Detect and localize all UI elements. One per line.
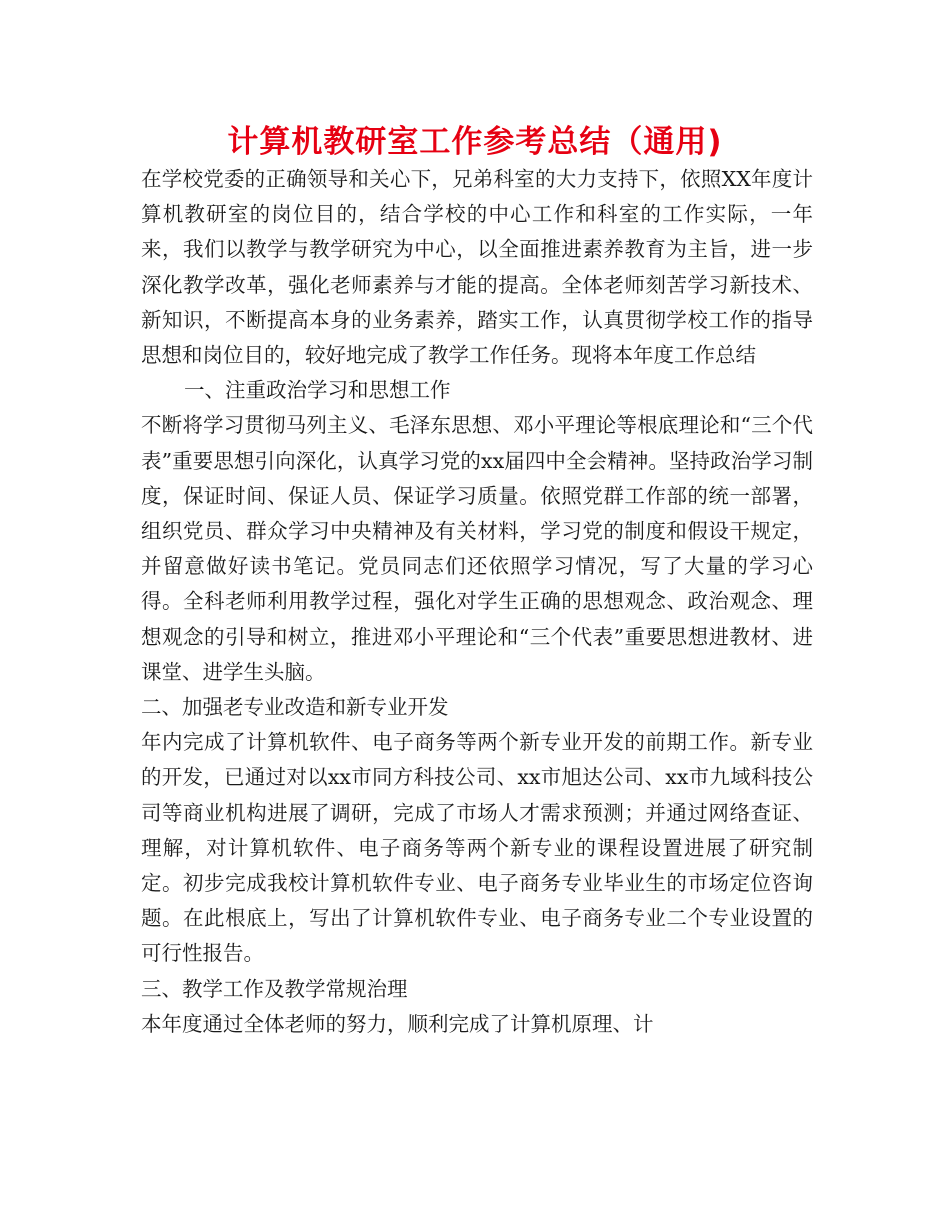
section-heading-2: 二、加强老专业改造和新专业开发 <box>141 695 449 720</box>
paragraph-section-3: 本年度通过全体老师的努力，顺利完成了计算机原理、计 <box>141 1011 654 1036</box>
document-title: 计算机教研室工作参考总结（通用) <box>227 124 723 160</box>
paragraph-intro: 在学校党委的正确领导和关心下，兄弟科室的大力支持下，依照XX年度计算机教研室的岗位目的，结合学校的中心工作和科室的工作实际，一年来，我们以教学与教学研究为中心，以全面推进素养教育为主旨，进一步深化教学改革，强化老师素养与才能的提高。全体老师刻苦学习新技术、新知识，不断提高本身的业务素养，踏实工作，认真贯彻学校工作的指导思想和岗位目的，较好地完成了教学工作任务。现将本年度工作总结 <box>141 167 813 368</box>
document-body <box>141 162 813 1042</box>
section-heading-1: 一、注重政治学习和思想工作 <box>184 378 451 403</box>
paragraph-section-1: 不断将学习贯彻马列主义、毛泽东思想、邓小平理论等根底理论和“三个代表”重要思想引向深化，认真学习党的xx届四中全会精神。坚持政治学习制度，保证时间、保证人员、保证学习质量。依照党群工作部的统一部署，组织党员、群众学习中央精神及有关材料，学习党的制度和假设干规定，并留意做好读书笔记。党员同志们还依照学习情况，写了大量的学习心得。全科老师利用教学过程，强化对学生正确的思想观念、政治观念、理想观念的引导和树立，推进邓小平理论和“三个代表”重要思想进教材、进课堂、进学生头脑。 <box>141 413 813 684</box>
paragraph-section-2: 年内完成了计算机软件、电子商务等两个新专业开发的前期工作。新专业的开发，已通过对以xx市同方科技公司、xx市旭达公司、xx市九域科技公司等商业机构进展了调研，完成了市场人才需求预测；并通过网络查证、理解，对计算机软件、电子商务等两个新专业的课程设置进展了研究制定。初步完成我校计算机软件专业、电子商务专业毕业生的市场定位咨询题。在此根底上，写出了计算机软件专业、电子商务专业二个专业设置的可行性报告。 <box>141 730 813 966</box>
section-heading-3: 三、教学工作及教学常规治理 <box>141 976 408 1001</box>
